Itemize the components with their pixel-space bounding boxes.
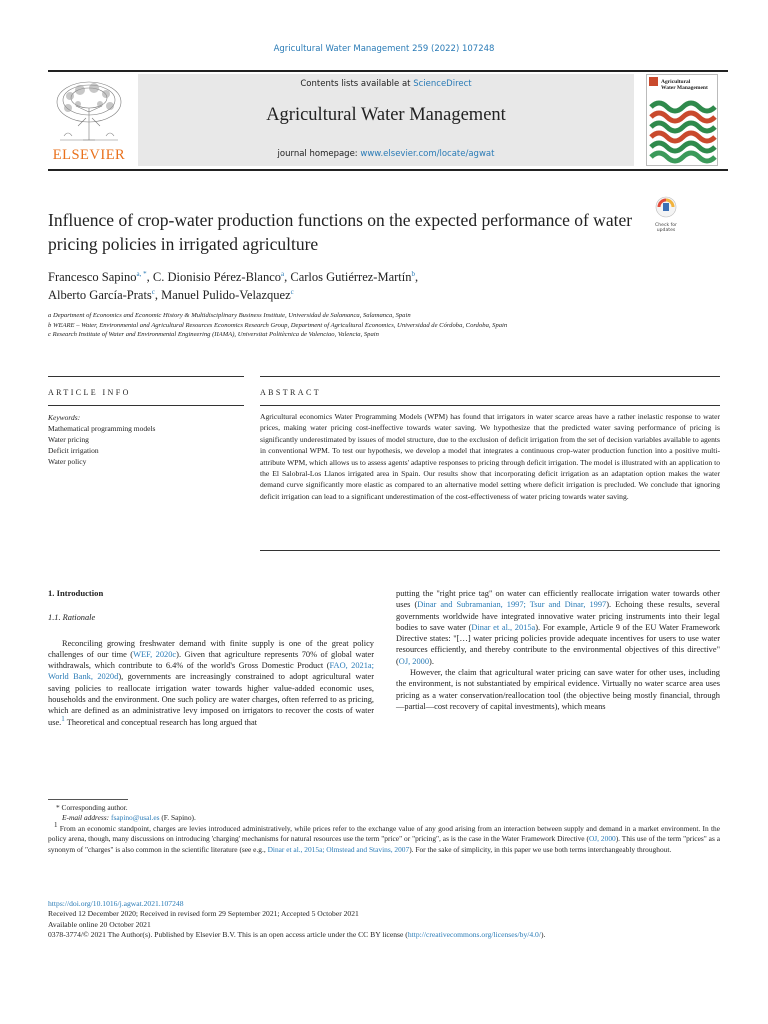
cover-title-line1: Agricultural — [661, 79, 691, 85]
check-for-updates-badge[interactable] — [649, 196, 683, 233]
text-run: ). — [540, 929, 546, 939]
text-run: putting the "right price tag" on water can efficiently reallocate irrigation water towards other uses ( — [396, 589, 720, 610]
text-run: From an economic standpoint, charges are levies introduced administratively, while prices refer to the exchange value of any good arising from an interaction between supply and demand in a market environment. In the policy arena, though, many discussions on introducing 'charging' mechanisms for natural resources use the term "price" or "pricing", as is the case in the Water Framework Directive ( — [48, 823, 720, 844]
author-separator: , — [154, 288, 162, 302]
keyword-item: Deficit irrigation — [48, 446, 99, 455]
author-affiliation-marker[interactable]: c — [151, 287, 155, 296]
author-name[interactable]: Alberto García-Prats — [48, 288, 152, 302]
text-run: ), governments are increasingly constrained to adopt agricultural water saving policies to reallocate irrigation water towards higher value-added economic uses, households and the environment. One such policy are water charges, often referred to as pricing, which are defined as an administrative levy imposed on irrigators to recover the costs of water use. — [48, 672, 374, 727]
abstract-rule — [260, 376, 720, 377]
text-run: 0378-3774/© 2021 The Author(s). Published by Elsevier B.V. This is an open access article under the CC BY license ( — [48, 929, 408, 939]
abstract-bottom-rule — [260, 550, 720, 551]
affiliations — [48, 311, 638, 340]
text-run: ). — [429, 656, 434, 666]
corresponding-author-note: * Corresponding author. — [56, 803, 128, 812]
sciencedirect-link[interactable]: ScienceDirect — [413, 79, 472, 89]
journal-header-band — [138, 74, 634, 166]
keywords-block — [48, 412, 244, 467]
body-left-column — [48, 588, 374, 728]
cover-pattern-icon — [647, 75, 718, 166]
paragraph — [396, 588, 720, 667]
text-run: ). For example, Article 9 of the EU Water Framework Directive states: "[…] water pricing policies provide adequate incentives for users to use water resources efficiently, and thereby contribute to the environmental objectives of this directive" ( — [396, 622, 720, 666]
footnote-number: 1 — [54, 821, 58, 830]
citation-link[interactable]: OJ, 2000 — [398, 656, 430, 666]
contents-line — [138, 79, 634, 89]
paragraph: However, the claim that agricultural water pricing can save water for other uses, including the environment, is not substantiated by empirical evidence. Virtually no water scarce area uses pricing as a water conservation/reallocation tool (the objective being mostly financial, through—partial—cost recovery of capital investments), which means — [396, 668, 720, 711]
email-line — [48, 813, 720, 823]
body-right-column — [396, 588, 720, 712]
homepage-line — [138, 149, 634, 159]
license-line — [48, 930, 728, 940]
text-run: ). Echoing these results, several governments worldwide have integrated innovative water pricing instruments into their legal bodies to save water ( — [396, 600, 720, 632]
check-updates-line2: updates — [656, 228, 676, 233]
footnote-marker[interactable]: 1 — [61, 714, 65, 723]
affiliation-c: c Research Institute of Water and Environmental Engineering (IIAMA), Universitat Politècnica de Valenciao, Valencia, Spain — [48, 331, 379, 338]
text-run: ). This use of the term "prices" as a synonym of "charges" is also common in the scientific literature (see e.g., — [48, 834, 721, 854]
header-rule-bottom — [48, 169, 728, 171]
cover-title-line2: Water Management — [661, 85, 708, 91]
article-title: Influence of crop-water production functions on the expected performance of water pricing policies in irrigated agriculture — [48, 210, 633, 254]
citation-link[interactable]: Dinar et al., 2015a — [471, 622, 536, 632]
email-link[interactable]: fsapino@usal.es — [111, 813, 160, 823]
email-suffix: (F. Sapino). — [159, 813, 196, 823]
citation-link[interactable]: FAO, 2021a; World Bank, 2020d — [48, 661, 374, 682]
article-info-rule-lower — [48, 405, 244, 406]
footnote-1 — [48, 821, 721, 855]
footnotes — [48, 803, 720, 855]
article-info-heading: ARTICLE INFO — [48, 388, 131, 397]
affiliation-a: a Department of Economics and Economic History & Multidisciplinary Business Institute, Universidad de Salamanca, Salamanca, Spain — [48, 312, 411, 319]
author-name[interactable]: Manuel Pulido-Velazquez — [161, 288, 291, 302]
author-affiliation-marker[interactable]: b — [411, 269, 415, 278]
available-online-date: Available online 20 October 2021 — [48, 919, 151, 929]
license-link[interactable]: http://creativecommons.org/licenses/by/4.0/ — [407, 929, 541, 939]
journal-cover-thumbnail[interactable] — [646, 74, 718, 166]
keyword-item: Mathematical programming models — [48, 424, 156, 433]
abstract-text: Agricultural economics Water Programming Models (WPM) has found that irrigators in water scarce areas have a rather inelastic response to water prices, making water pricing cost-ineffective towards water saving. We hypothesize that the predicted water saving performance of pricing is significantly underestimated by issues of model structure, due to the exclusion of deficit irrigation from the set of decision variables available to agents in conventional WPM. To test our hypothesis, we develop a model that integrates a continuous crop-water production function into a positive multi-attribute WPM, which allows us to assess agents' adaptive responses to pricing through deficit irrigation. The model is illustrated with an application to the El Salobral-Los Llanos irrigated area in Spain. Our results show that incorporating deficit irrigation as an adaptation option makes the water demand curve significantly more elastic as compared to an alternative model setting where deficit irrigation is precluded. We conclude that ignoring deficit irrigation can lead to a significant underestimation of the cost-effectiveness of water pricing towards water saving. — [260, 412, 720, 501]
footnote-rule — [48, 799, 128, 800]
publisher-name: ELSEVIER — [52, 147, 126, 163]
homepage-link[interactable]: www.elsevier.com/locate/agwat — [360, 149, 495, 159]
elsevier-logo[interactable] — [48, 78, 130, 164]
citation-link[interactable]: WEF, 2020c — [133, 649, 177, 659]
affiliation-b: b WEARE – Water, Environmental and Agricultural Resources Economics Research Group, Department of Agricultural Economics, Universidad de Córdoba, Cordoba, Spain — [48, 321, 508, 329]
author-separator: , — [146, 270, 153, 284]
doi-link[interactable]: https://doi.org/10.1016/j.agwat.2021.107248 — [48, 899, 184, 908]
email-label: E-mail address: — [62, 813, 111, 823]
keyword-item: Water policy — [48, 457, 87, 466]
check-updates-line1: Check for — [655, 223, 677, 228]
subsection-title: 1.1. Rationale — [48, 613, 96, 623]
keyword-item: Water pricing — [48, 435, 89, 444]
paragraph — [48, 638, 374, 728]
publication-info — [48, 899, 728, 940]
author-name[interactable]: Francesco Sapino — [48, 270, 137, 284]
author-affiliation-marker[interactable]: c — [290, 287, 294, 296]
contents-prefix: Contents lists available at — [300, 79, 414, 89]
author-name[interactable]: Carlos Gutiérrez-Martín — [290, 270, 412, 284]
text-run: ). Given that agriculture represents 70% of global water withdrawals, which contribute to 6.4% of the world's Gross Domestic Product ( — [48, 649, 374, 671]
received-dates: Received 12 December 2020; Received in revised form 29 September 2021; Accepted 5 October 2021 — [48, 909, 359, 919]
homepage-prefix: journal homepage: — [277, 149, 361, 159]
keywords-label: Keywords: — [48, 413, 81, 422]
header-rule-top — [48, 70, 728, 72]
abstract-rule-lower — [260, 405, 720, 406]
author-separator: , — [284, 270, 291, 284]
citation-link[interactable]: Dinar et al., 2015a; Olmstead and Stavins, 2007 — [267, 844, 410, 854]
elsevier-tree-icon — [48, 78, 130, 148]
author-name[interactable]: C. Dionisio Pérez-Blanco — [152, 270, 281, 284]
citation-link[interactable]: OJ, 2000 — [588, 834, 616, 844]
journal-title: Agricultural Water Management — [266, 105, 506, 125]
text-run: Theoretical and conceptual research has long argued that — [64, 717, 257, 727]
text-run: ). For the sake of simplicity, in this paper we use both terms interchangeably throughout. — [409, 844, 672, 854]
text-run: Reconciling growing freshwater demand with finite supply is one of the great policy challenges of our time ( — [48, 638, 374, 659]
author-list — [48, 268, 648, 304]
check-updates-icon — [649, 196, 683, 218]
author-separator: , — [415, 270, 419, 284]
author-affiliation-marker[interactable]: a — [281, 269, 285, 278]
author-affiliation-marker[interactable]: a, * — [136, 269, 147, 278]
journal-reference[interactable]: Agricultural Water Management 259 (2022) 107248 — [273, 44, 495, 54]
citation-link[interactable]: Dinar and Subramanian, 1997; Tsur and Dinar, 1997 — [417, 600, 607, 610]
article-info-rule — [48, 376, 244, 377]
abstract-heading: ABSTRACT — [260, 388, 321, 397]
section-title: 1. Introduction — [48, 588, 104, 598]
